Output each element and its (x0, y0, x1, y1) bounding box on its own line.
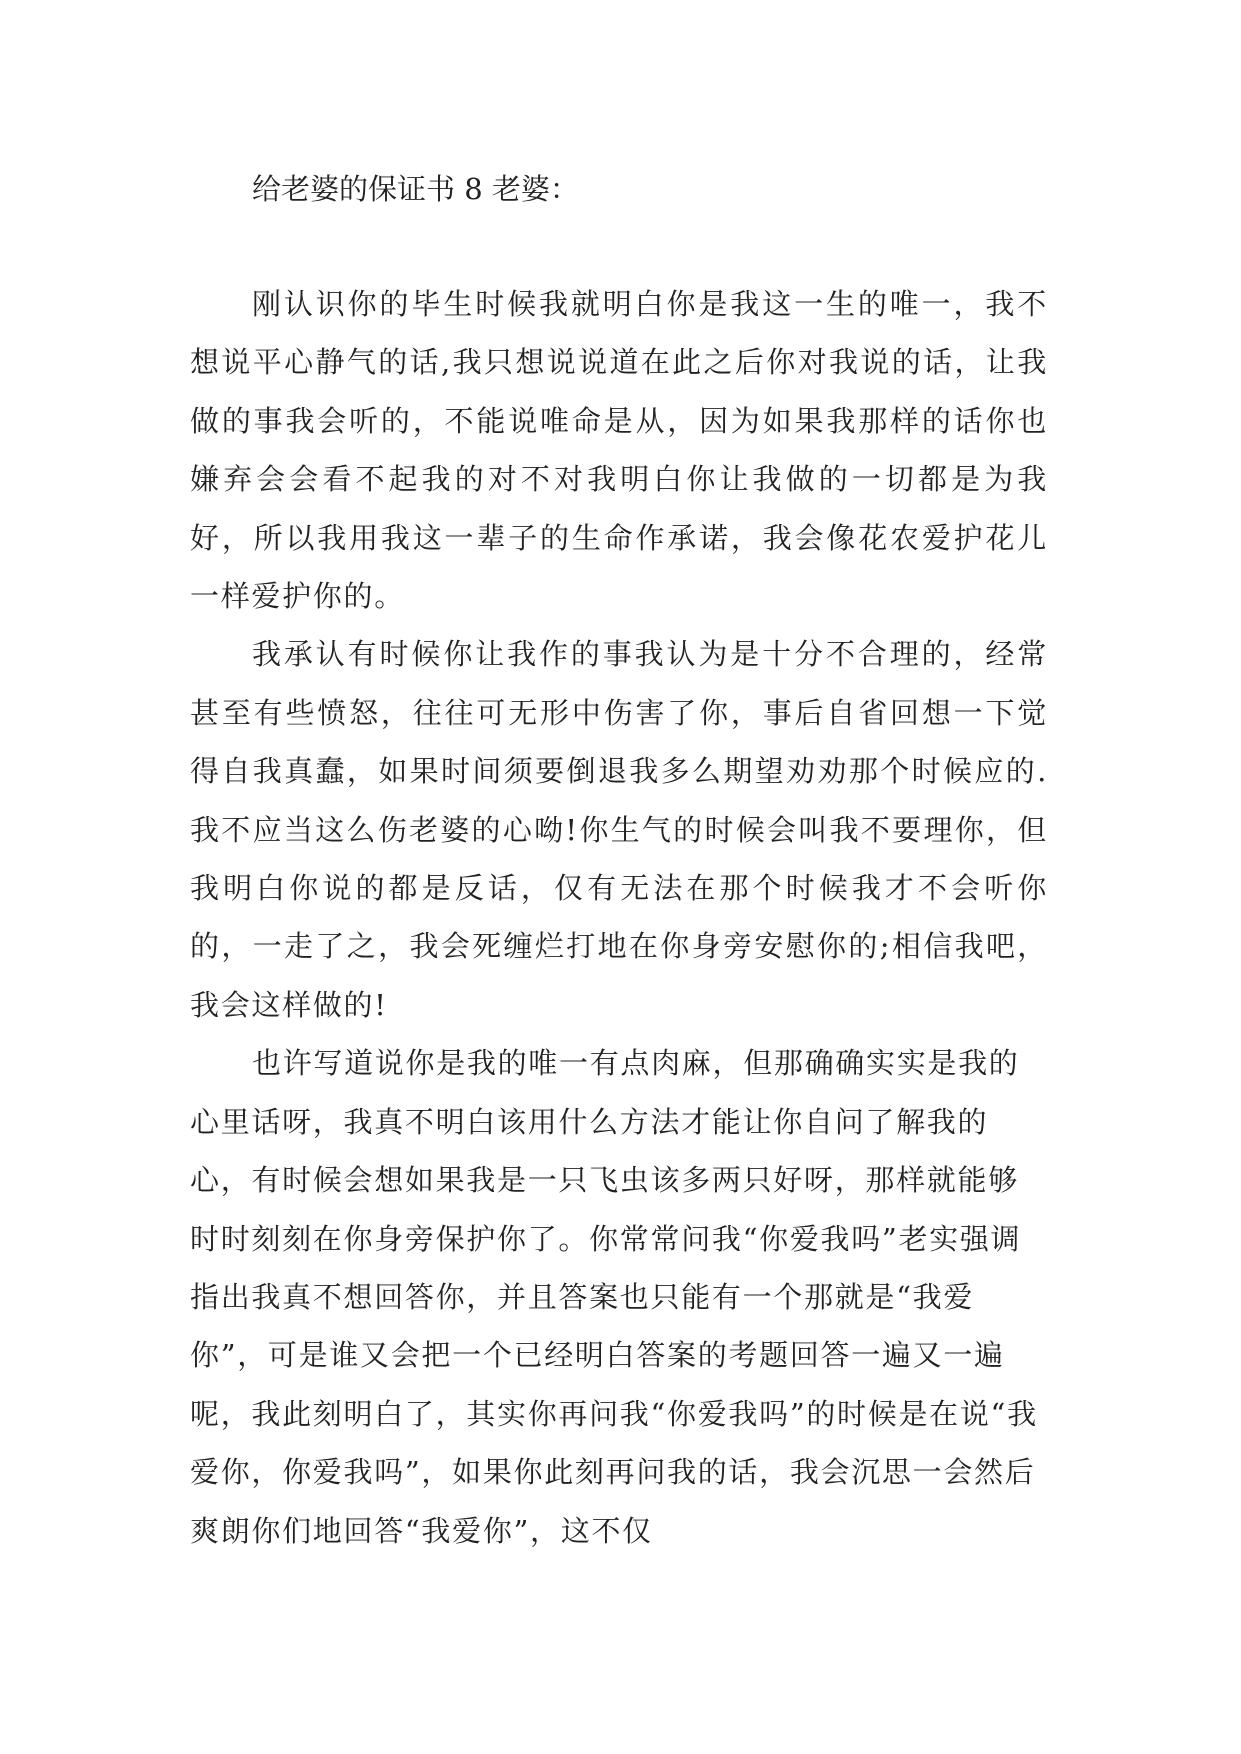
paragraph: 也许写道说你是我的唯一有点肉麻，但那确确实实是我的心里话呀，我真不明白该用什么方法才能让你自问了解我的心，有时候会想如果我是一只飞虫该多两只好呀，那样就能够时时刻刻在你身旁保护你了。你常常问我“你爱我吗”老实强调指出我真不想回答你，并且答案也只能有一个那就是“我爱你”，可是谁又会把一个已经明白答案的考题回答一遍又一遍呢，我此刻明白了，其实你再问我“你爱我吗”的时候是在说“我爱你，你爱我吗”，如果你此刻再问我的话，我会沉思一会然后爽朗你们地回答“我爱你”，这不仅 (190, 1046, 1038, 1548)
document-heading: 给老婆的保证书 8 老婆： (252, 172, 579, 206)
document-body (190, 275, 1048, 1560)
paragraph: 刚认识你的毕生时候我就明白你是我这一生的唯一，我不想说平心静气的话,我只想说说道在此之后你对我说的话，让我做的事我会听的，不能说唯命是从，因为如果我那样的话你也嫌弃会会看不起我的对不对我明白你让我做的一切都是为我好，所以我用我这一辈子的生命作承诺，我会像花农爱护花儿一样爱护你的。 (190, 287, 1048, 614)
paragraph: 我承认有时候你让我作的事我认为是十分不合理的，经常甚至有些愤怒，往往可无形中伤害了你，事后自省回想一下觉得自我真蠢，如果时间须要倒退我多么期望劝劝那个时候应的.我不应当这么伤老婆的心呦!你生气的时候会叫我不要理你，但我明白你说的都是反话，仅有无法在那个时候我才不会听你的，一走了之，我会死缠烂打地在你身旁安慰你的;相信我吧，我会这样做的! (190, 637, 1048, 1022)
